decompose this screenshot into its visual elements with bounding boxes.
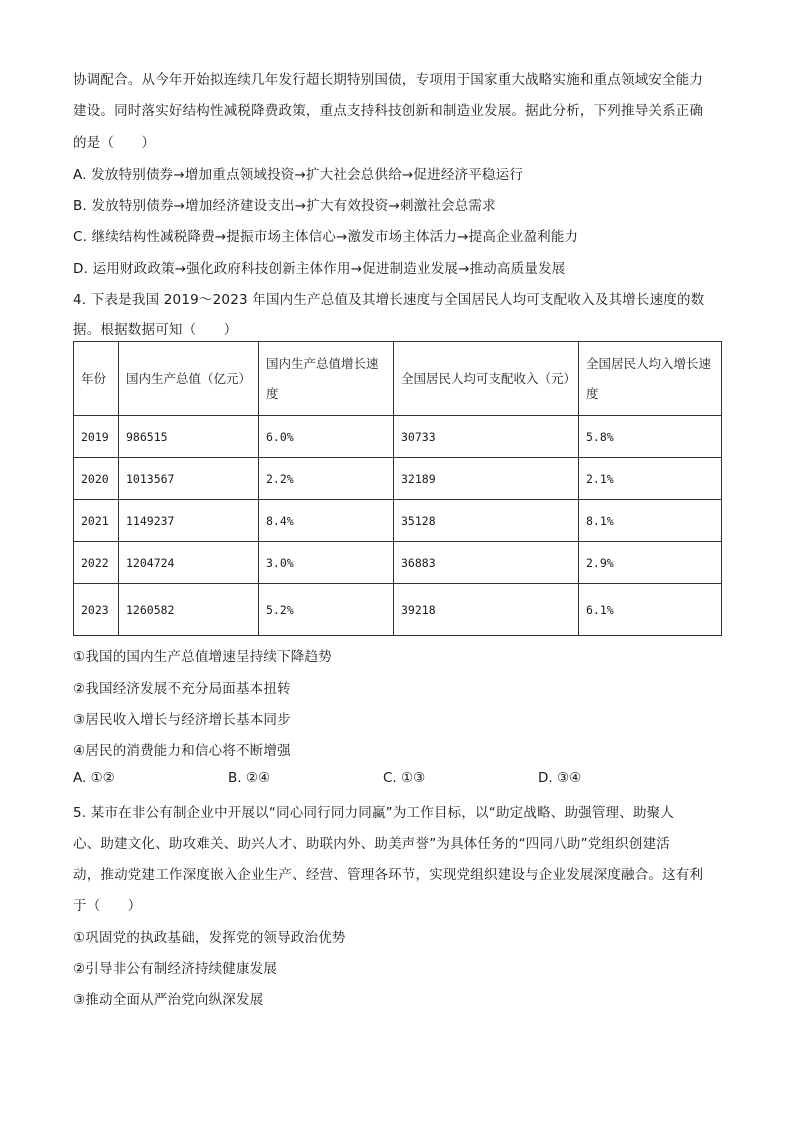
q5-text-line-4: 于（ ） xyxy=(73,898,142,914)
cell-gdp-growth: 6.0% xyxy=(259,416,394,458)
cell-year: 2020 xyxy=(74,458,119,500)
cell-income-growth: 8.1% xyxy=(579,500,722,542)
cell-year: 2021 xyxy=(74,500,119,542)
q5-statement-3: ③推动全面从严治党向纵深发展 xyxy=(73,992,264,1008)
q3-option-c: C. 继续结构性减税降费→提振市场主体信心→激发市场主体活力→提高企业盈利能力 xyxy=(73,229,579,245)
q4-text-line-1: 4. 下表是我国 2019～2023 年国内生产总值及其增长速度与全国居民人均可支配收入及其增长速度的数 xyxy=(73,292,705,308)
q4-statement-3: ③居民收入增长与经济增长基本同步 xyxy=(73,712,291,728)
q3-text-line-2: 建设。同时落实好结构性减税降费政策，重点支持科技创新和制造业发展。据此分析，下列推导关系正确 xyxy=(73,103,704,119)
q4-choice-d: D. ③④ xyxy=(538,770,582,786)
q3-text-line-1: 协调配合。从今年开始拟连续几年发行超长期特别国债，专项用于国家重大战略实施和重点领域安全能力 xyxy=(73,72,704,88)
cell-gdp: 1204724 xyxy=(119,542,259,584)
gdp-income-table xyxy=(73,341,722,636)
cell-income-growth: 2.1% xyxy=(579,458,722,500)
cell-income-growth: 6.1% xyxy=(579,584,722,636)
cell-income: 36883 xyxy=(394,542,579,584)
q4-statement-1: ①我国的国内生产总值增速呈持续下降趋势 xyxy=(73,649,332,665)
cell-gdp-growth: 5.2% xyxy=(259,584,394,636)
q4-choice-a: A. ①② xyxy=(73,770,115,786)
cell-income: 39218 xyxy=(394,584,579,636)
cell-income: 32189 xyxy=(394,458,579,500)
q5-text-line-3: 动，推动党建工作深度嵌入企业生产、经营、管理各环节，实现党组织建设与企业发展深度融合。这有利 xyxy=(73,867,704,883)
header-income-growth: 全国居民人均入增长速度 xyxy=(579,342,722,416)
q3-option-d: D. 运用财政政策→强化政府科技创新主体作用→促进制造业发展→推动高质量发展 xyxy=(73,261,566,277)
q4-choice-b: B. ②④ xyxy=(228,770,271,786)
cell-income: 30733 xyxy=(394,416,579,458)
header-year: 年份 xyxy=(74,342,119,416)
q4-statement-2: ②我国经济发展不充分局面基本扭转 xyxy=(73,681,291,697)
q3-option-a: A. 发放特别债券→增加重点领域投资→扩大社会总供给→促进经济平稳运行 xyxy=(73,167,524,183)
cell-gdp-growth: 3.0% xyxy=(259,542,394,584)
cell-gdp: 986515 xyxy=(119,416,259,458)
cell-gdp-growth: 2.2% xyxy=(259,458,394,500)
cell-gdp: 1260582 xyxy=(119,584,259,636)
cell-income-growth: 5.8% xyxy=(579,416,722,458)
cell-year: 2022 xyxy=(74,542,119,584)
cell-year: 2023 xyxy=(74,584,119,636)
q4-statement-4: ④居民的消费能力和信心将不断增强 xyxy=(73,743,291,759)
table-header-row xyxy=(74,342,722,416)
q4-choices xyxy=(73,770,693,786)
q5-statement-1: ①巩固党的执政基础，发挥党的领导政治优势 xyxy=(73,930,346,946)
header-gdp-growth: 国内生产总值增长速度 xyxy=(259,342,394,416)
q5-text-line-2: 心、助建文化、助攻难关、助兴人才、助联内外、助美声誉”为具体任务的“四同八助”党组织创建活 xyxy=(73,836,670,852)
cell-gdp: 1149237 xyxy=(119,500,259,542)
q4-text-line-2: 据。根据数据可知（ ） xyxy=(73,322,238,338)
cell-gdp: 1013567 xyxy=(119,458,259,500)
cell-year: 2019 xyxy=(74,416,119,458)
header-gdp: 国内生产总值（亿元） xyxy=(119,342,259,416)
cell-income: 35128 xyxy=(394,500,579,542)
q5-text-line-1: 5. 某市在非公有制企业中开展以“同心同行同力同赢”为工作目标，以“助定战略、助强管理、助聚人 xyxy=(73,805,675,821)
header-income: 全国居民人均可支配收入（元） xyxy=(394,342,579,416)
table-row xyxy=(74,584,722,636)
cell-gdp-growth: 8.4% xyxy=(259,500,394,542)
table-row xyxy=(74,542,722,584)
q4-choice-c: C. ①③ xyxy=(383,770,426,786)
table-row xyxy=(74,458,722,500)
table-row xyxy=(74,500,722,542)
q3-option-b: B. 发放特别债券→增加经济建设支出→扩大有效投资→刺激社会总需求 xyxy=(73,198,496,214)
table-row xyxy=(74,416,722,458)
cell-income-growth: 2.9% xyxy=(579,542,722,584)
q5-statement-2: ②引导非公有制经济持续健康发展 xyxy=(73,961,278,977)
q3-text-line-3: 的是（ ） xyxy=(73,135,156,151)
